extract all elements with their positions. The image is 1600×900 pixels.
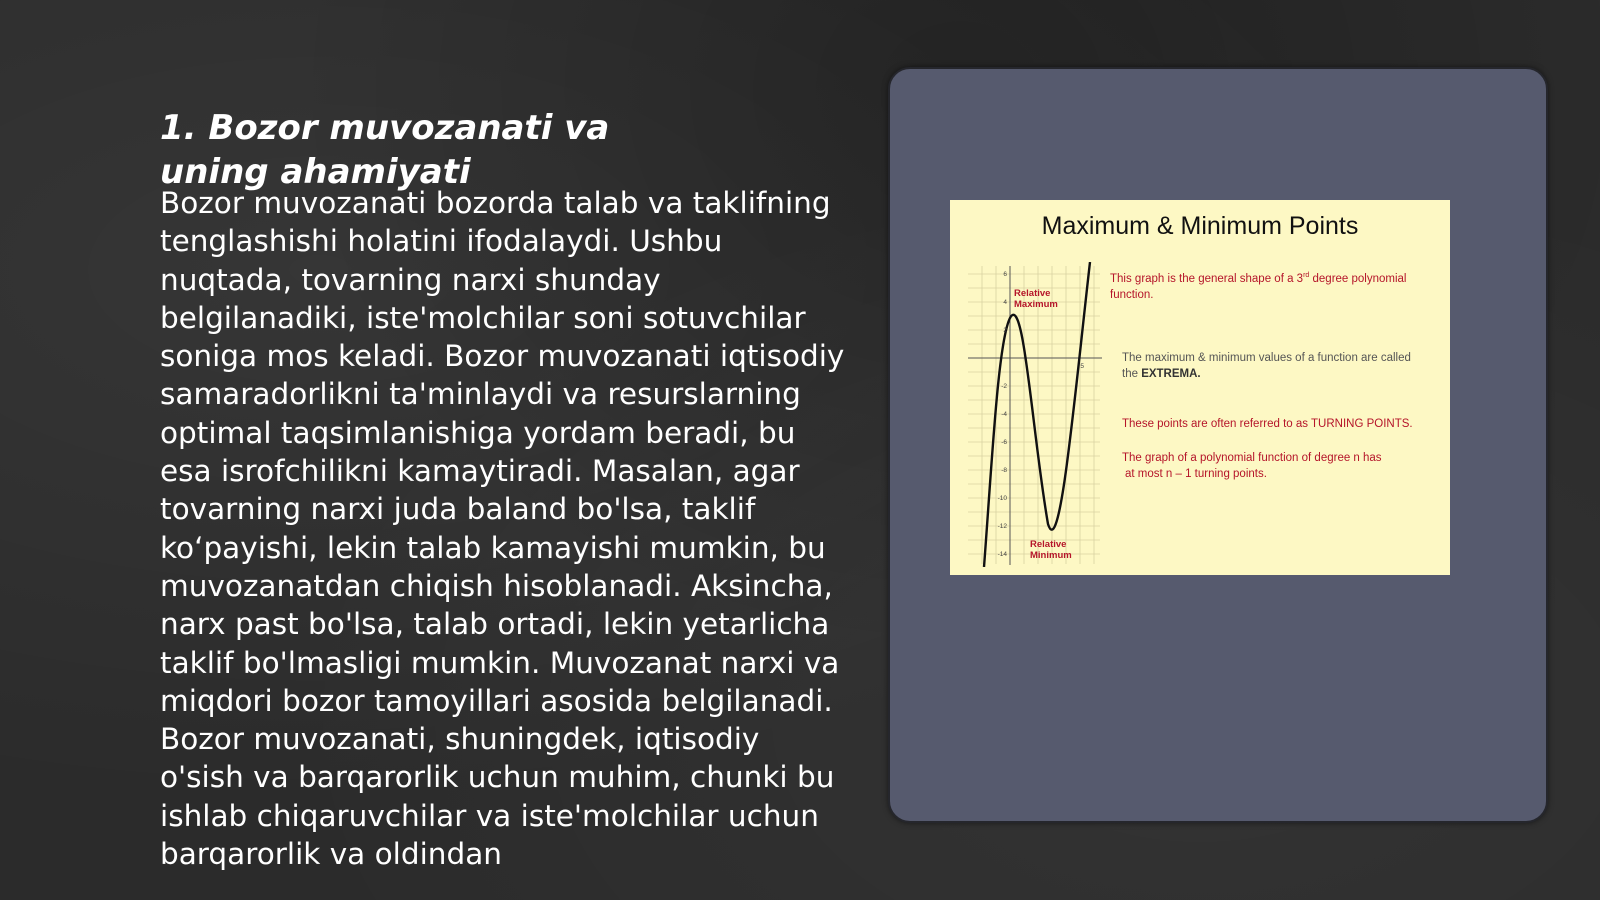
note-general-shape: This graph is the general shape of a 3rd degree polynomial function. (1110, 272, 1407, 301)
body-paragraph: Bozor muvozanati bozorda talab va taklifning tenglashishi holatini ifodalaydi. Ushbu nuqtada, tovarning narxi shunday belgilanadiki, iste'molchilar soni sotuvchilar soniga mos keladi. Bozor muvozanati iqtisodiy samaradorlikni ta'minlaydi va resurslarning optimal taqsimlanishiga yordam beradi, bu esa isrofchilikni kamaytiradi. Masalan, agar tovarning narxi juda baland bo'lsa, taklif ko‘payishi, lekin talab kamayishi mumkin, bu muvozanatdan chiqish hisoblanadi. Aksincha, narx past bo'lsa, talab ortadi, lekin yetarlicha taklif bo'lmasligi mumkin. Muvozanat narxi va miqdori bozor tamoyillari asosida belgilanadi. Bozor muvozanati, shuningdek, iqtisodiy o'sish va barqarorlik uchun muhim, chunki bu ishlab chiqaruvchilar va iste'molchilar uchun barqarorlik va oldindan (160, 186, 845, 872)
note-degree-rule-2: at most n – 1 turning points. (1125, 468, 1267, 480)
y-tick-label: 4 (1003, 299, 1007, 306)
note-extrema: The maximum & minimum values of a function are called the EXTREMA. (1122, 352, 1411, 380)
embedded-slide-title: Maximum & Minimum Points (1041, 212, 1359, 240)
x-tick-label: 5 (1080, 363, 1084, 370)
y-tick-label: -2 (1001, 383, 1007, 390)
slide-heading: 1. Bozor muvozanati va uning ahamiyati (160, 108, 610, 192)
y-tick-label: 6 (1003, 271, 1007, 278)
y-tick-label: 2 (1003, 327, 1007, 334)
y-tick-label: -10 (997, 495, 1007, 502)
note-degree-rule: The graph of a polynomial function of degree n has (1122, 452, 1382, 464)
y-tick-label: -12 (997, 523, 1007, 530)
relative-minimum-label: Relative (1030, 539, 1067, 550)
embedded-slide-image (950, 200, 1450, 575)
polynomial-graph (964, 262, 1104, 567)
relative-maximum-label: Relative (1014, 288, 1051, 299)
relative-maximum-label: Maximum (1014, 299, 1058, 310)
note-turning-points: These points are often referred to as TURNING POINTS. (1122, 418, 1413, 430)
y-tick-label: -8 (1001, 467, 1007, 474)
y-tick-label: -14 (997, 551, 1007, 558)
relative-minimum-label: Minimum (1030, 550, 1072, 561)
y-tick-label: -4 (1001, 411, 1007, 418)
y-tick-label: -6 (1001, 439, 1007, 446)
